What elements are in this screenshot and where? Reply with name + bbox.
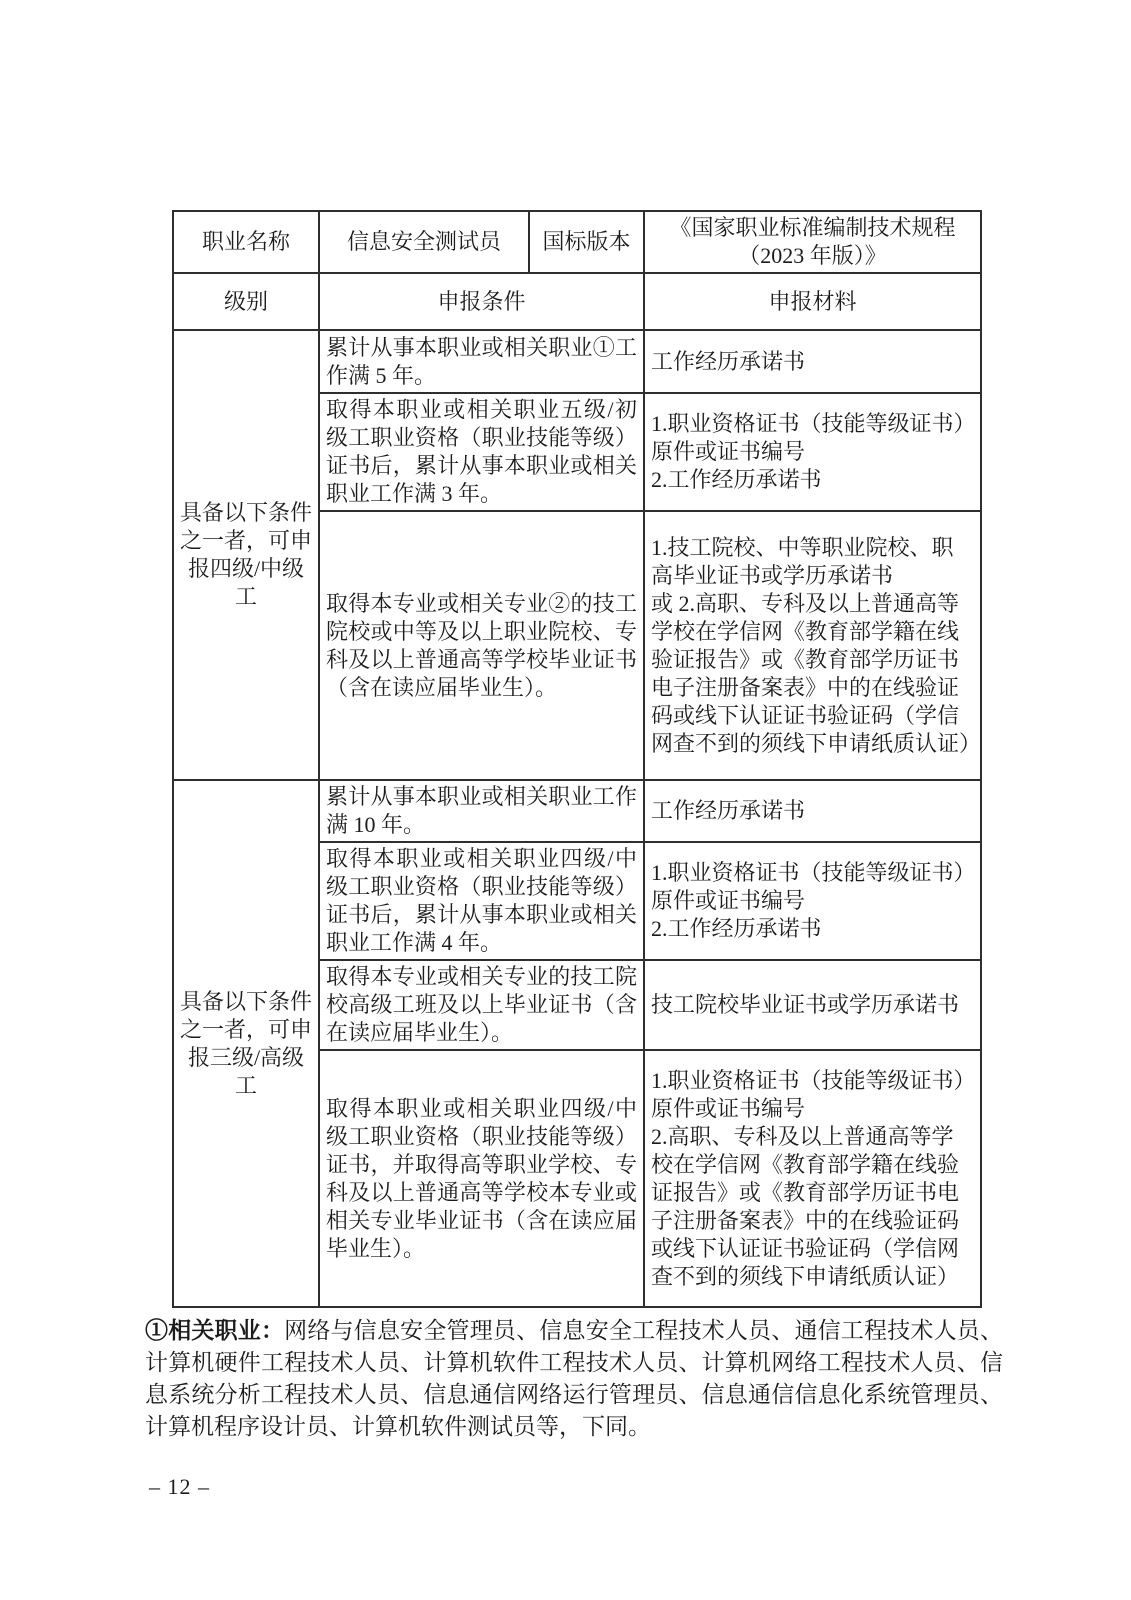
level-cell-grade3: 具备以下条件之一者，可申报三级/高级工: [173, 780, 319, 1307]
table-row-header-2: [173, 273, 981, 330]
qualification-table: [172, 210, 982, 1308]
material-item: 工作经历承诺书: [651, 798, 806, 823]
page-number: – 12 –: [149, 1474, 210, 1499]
material-cell: [644, 842, 981, 960]
level-header-cell: 级别: [173, 273, 319, 330]
related-occupations-footnote: [145, 1315, 1003, 1443]
material-cell: [644, 780, 981, 842]
condition-cell: 累计从事本职业或相关职业①工作满 5 年。: [319, 330, 644, 393]
level-cell-grade4: 具备以下条件之一者，可申报四级/中级工: [173, 330, 319, 780]
material-cell: [644, 960, 981, 1050]
material-item: 2.工作经历承诺书: [651, 467, 822, 492]
material-item: 技工院校毕业证书或学历承诺书: [651, 992, 960, 1017]
material-item: 1.职业资格证书（技能等级证书）原件或证书编号: [651, 1067, 965, 1121]
condition-cell: 取得本专业或相关专业②的技工院校或中等及以上职业院校、专科及以上普通高等学校毕业证书（含在读应届毕业生）。: [319, 511, 644, 780]
material-item: 或 2.高职、专科及以上普通高等学校在学信网《教育部学籍在线验证报告》或《教育部学历证书电子注册备案表》中的在线验证码或线下认证证书验证码（学信网查不到的须线下申请纸质认证）: [651, 590, 982, 756]
condition-cell: 取得本职业或相关职业四级/中级工职业资格（职业技能等级）证书，并取得高等职业学校、专科及以上普通高等学校本专业或相关专业毕业证书（含在读应届毕业生）。: [319, 1050, 644, 1307]
material-cell: [644, 1050, 981, 1307]
footnote-text: 网络与信息安全管理员、信息安全工程技术人员、通信工程技术人员、计算机硬件工程技术人员、计算机软件工程技术人员、计算机网络工程技术人员、信息系统分析工程技术人员、信息通信网络运行管理员、信息通信信息化系统管理员、计算机程序设计员、计算机软件测试员等，下同。: [145, 1318, 1004, 1439]
material-item: 2.工作经历承诺书: [651, 916, 822, 941]
condition-cell: 取得本职业或相关职业四级/中级工职业资格（职业技能等级）证书后，累计从事本职业或相关职业工作满 4 年。: [319, 842, 644, 960]
material-cell: [644, 393, 981, 511]
condition-cell: 取得本专业或相关专业的技工院校高级工班及以上毕业证书（含在读应届毕业生）。: [319, 960, 644, 1050]
condition-cell: 累计从事本职业或相关职业工作满 10 年。: [319, 780, 644, 842]
occupation-name-cell: 信息安全测试员: [319, 211, 529, 273]
standard-version-value-cell: 《国家职业标准编制技术规程（2023 年版）》: [644, 211, 981, 273]
material-item: 1.职业资格证书（技能等级证书）原件或证书编号: [651, 860, 965, 913]
material-cell: [644, 511, 981, 780]
occupation-label-cell: 职业名称: [173, 211, 319, 273]
table-row: [173, 330, 981, 393]
table-row-header-1: [173, 211, 981, 273]
table-row: [173, 780, 981, 842]
material-item: 1.技工院校、中等职业院校、职高毕业证书或学历承诺书: [651, 534, 954, 588]
material-item: 1.职业资格证书（技能等级证书）原件或证书编号: [651, 411, 965, 464]
standard-version-label-cell: 国标版本: [529, 211, 644, 273]
condition-cell: 取得本职业或相关职业五级/初级工职业资格（职业技能等级）证书后，累计从事本职业或相关职业工作满 3 年。: [319, 393, 644, 511]
material-item: 2.高职、专科及以上普通高等学校在学信网《教育部学籍在线验证报告》或《教育部学历证书电子注册备案表》中的在线验证码或线下认证证书验证码（学信网查不到的须线下申请纸质认证）: [651, 1123, 960, 1289]
conditions-header-cell: 申报条件: [319, 273, 644, 330]
materials-header-cell: 申报材料: [644, 273, 981, 330]
material-item: 工作经历承诺书: [651, 348, 806, 374]
material-cell: [644, 330, 981, 393]
footnote-label: ①相关职业：: [145, 1318, 285, 1343]
